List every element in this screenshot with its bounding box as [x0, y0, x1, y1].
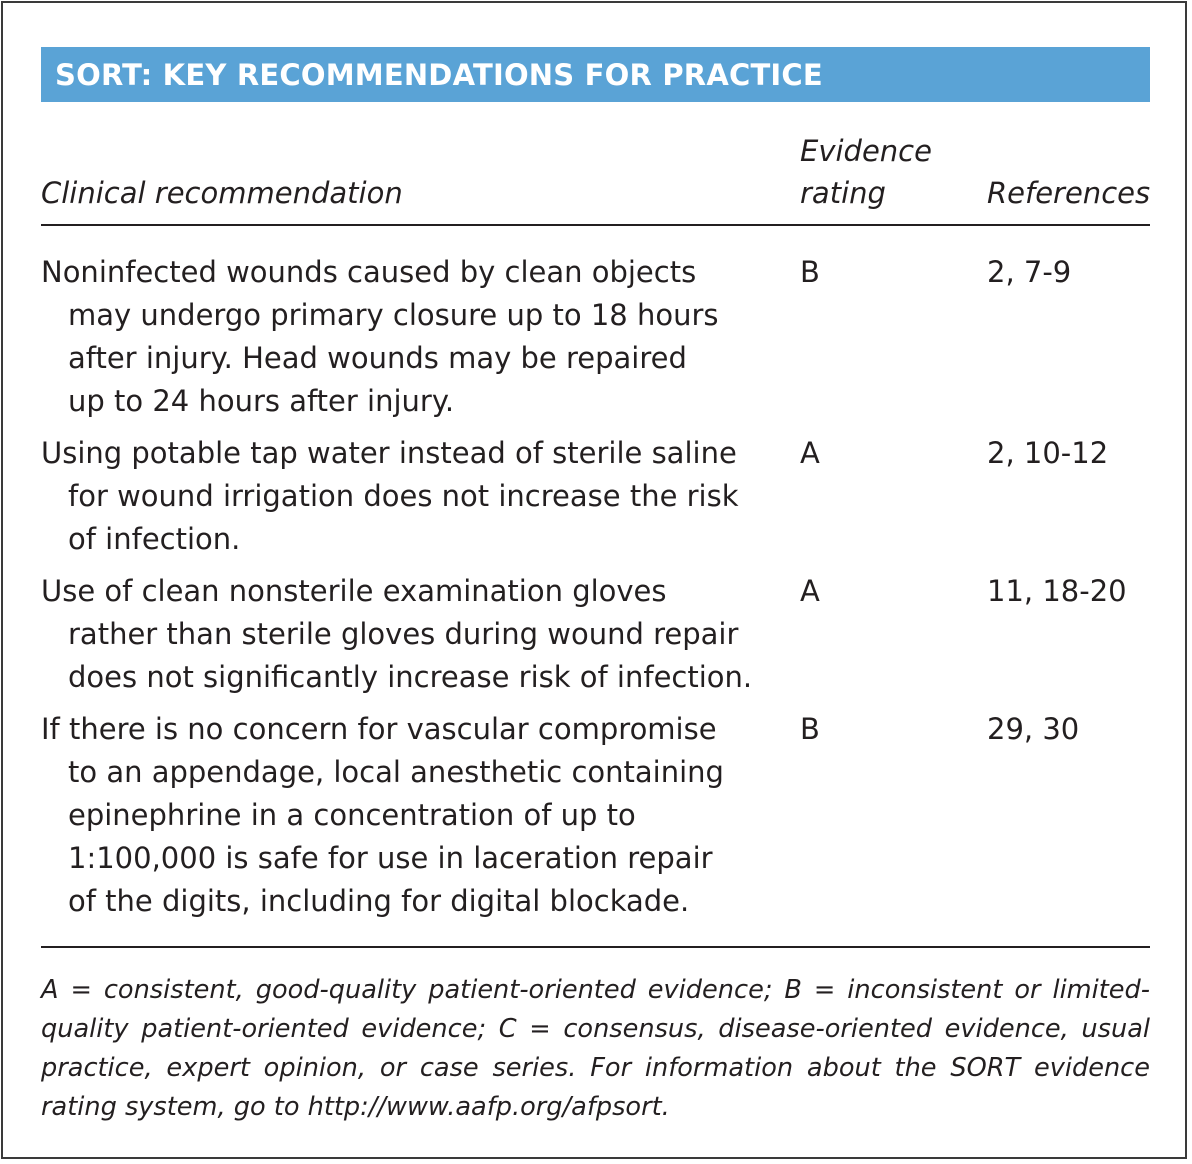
recommendation-text: Using potable tap water instead of sterile saline for wound irrigation does not increase the risk of infection. — [41, 436, 739, 556]
header-references: References — [987, 176, 1151, 210]
header-evidence-rating: Evidence rating — [800, 134, 932, 210]
header-clinical-recommendation: Clinical recommendation — [41, 176, 403, 210]
header-divider — [41, 224, 1150, 226]
evidence-rating: B — [800, 255, 820, 289]
references: 29, 30 — [987, 712, 1080, 746]
recommendation-text: Use of clean nonsterile examination gloves rather than sterile gloves during wound repair does not significantly increase risk of infection. — [41, 574, 753, 694]
references: 2, 7-9 — [987, 255, 1072, 289]
title-bar — [41, 47, 1150, 102]
footnote — [41, 971, 1150, 1127]
recommendation-text: If there is no concern for vascular compromise to an appendage, local anesthetic containing epinephrine in a concentration of up to 1:100,000 is safe for use in laceration repair of the digits, including for digital blockade. — [41, 712, 724, 918]
footnote-text: A = consistent, good-quality patient-oriented evidence; B = inconsistent or limited-quality patient-oriented evidence; C = consensus, disease-oriented evidence, usual practice, expert opinion, or case series. For information about the SORT evidence rating system, go to http://www.aafp.org/afpsort. — [41, 975, 1150, 1122]
table-title: SORT: KEY RECOMMENDATIONS FOR PRACTICE — [55, 57, 823, 92]
evidence-rating: A — [800, 436, 820, 470]
evidence-rating: A — [800, 574, 820, 608]
references: 2, 10-12 — [987, 436, 1109, 470]
recommendation-text: Noninfected wounds caused by clean objects may undergo primary closure up to 18 hours after injury. Head wounds may be repaired up to 24 hours after injury. — [41, 255, 719, 418]
evidence-rating: B — [800, 712, 820, 746]
references: 11, 18-20 — [987, 574, 1127, 608]
footer-divider — [41, 946, 1150, 948]
